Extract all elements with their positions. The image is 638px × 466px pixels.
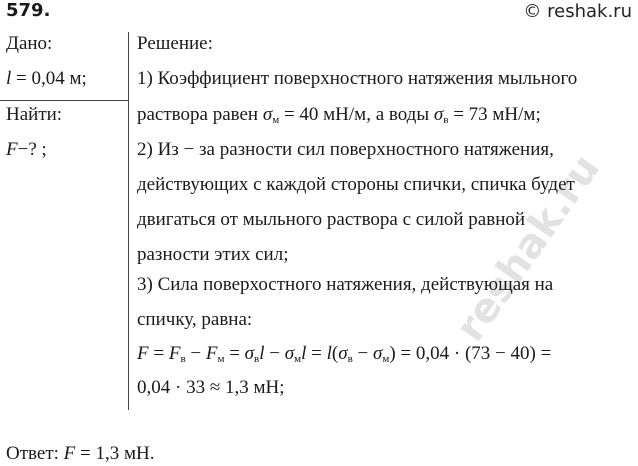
given-label: Дано:	[6, 33, 53, 54]
watermark-diagonal: reshak.ru	[447, 146, 609, 350]
solution-line: 3) Сила поверхостного натяжения, действующая на	[137, 274, 554, 295]
solution-line: двигаться от мыльного раствора с силой равной	[137, 209, 526, 230]
solution-line: 1) Коэффициент поверхностного натяжения мыльного	[137, 68, 578, 89]
solution-label: Решение:	[137, 33, 213, 54]
formula-line: $F = F_в - F_м = \sigma_вl - \sigma_мl = l(\sigma_в - \sigma_м) = 0,04 \cdot (73 - 40)$ =	[137, 343, 552, 365]
formula-line: 0,04 · 33 ≈ 1,3 мН;	[137, 377, 285, 398]
solution-line: действующих с каждой стороны спички, спичка будет	[137, 174, 575, 195]
divider-horizontal	[0, 100, 129, 101]
answer: Ответ: F = 1,3 мН.	[6, 443, 155, 464]
solution-line: раствора равен $\sigma_м = 40$ мН/м, а воды $\sigma_в = 73$ мН/м;	[137, 104, 541, 126]
solution-line: 2) Из − за разности сил поверхностного натяжения,	[137, 139, 554, 160]
find-label: Найти:	[6, 104, 63, 125]
given-item: l = 0,04 м;	[6, 68, 87, 89]
divider-vertical	[128, 32, 129, 410]
watermark: © reshak.ru	[523, 1, 632, 22]
problem-number: 579.	[6, 0, 51, 21]
solution-line: спичку, равна:	[137, 309, 253, 330]
solution-line: разности этих сил;	[137, 244, 289, 265]
find-item: F−? ;	[6, 139, 47, 160]
